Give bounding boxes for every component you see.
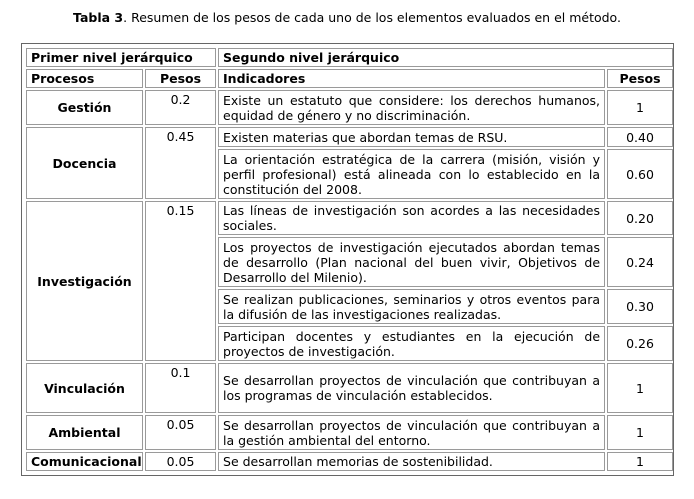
- indicator-weight: 0.40: [607, 127, 673, 147]
- indicator: Se desarrollan proyectos de vinculación que contribuyan a los programas de vinculación establecidos.: [218, 363, 605, 413]
- table-row: [26, 201, 673, 235]
- indicators-header: Indicadores: [218, 69, 605, 88]
- table-row: [26, 452, 673, 471]
- process-weight: 0.1: [145, 363, 216, 413]
- indicator-weight: 0.30: [607, 289, 673, 324]
- indicator-weight: 0.24: [607, 237, 673, 287]
- process-weight: 0.05: [145, 452, 216, 471]
- process-vinculacion: Vinculación: [26, 363, 143, 413]
- indicator-weight: 1: [607, 415, 673, 450]
- indicator-weight: 1: [607, 363, 673, 413]
- header-row-2: [26, 69, 673, 88]
- indicator: Se desarrollan proyectos de vinculación que contribuyan a la gestión ambiental del entorno.: [218, 415, 605, 450]
- caption-label: Tabla 3: [73, 10, 124, 25]
- indicator: Existen materias que abordan temas de RSU.: [218, 127, 605, 147]
- indicator: Existe un estatuto que considere: los derechos humanos, equidad de género y no discriminación.: [218, 90, 605, 125]
- indicator: La orientación estratégica de la carrera (misión, visión y perfil profesional) está alineada con lo establecido en la constitución del 2008.: [218, 149, 605, 199]
- indicator-weight: 0.26: [607, 326, 673, 361]
- process-gestion: Gestión: [26, 90, 143, 125]
- header-row-1: [26, 48, 673, 67]
- process-investigacion: Investigación: [26, 201, 143, 361]
- process-weight: 0.2: [145, 90, 216, 125]
- process-ambiental: Ambiental: [26, 415, 143, 450]
- weights-table: [24, 46, 675, 473]
- process-weight: 0.15: [145, 201, 216, 361]
- level1-header: Primer nivel jerárquico: [26, 48, 216, 67]
- indicator: Participan docentes y estudiantes en la ejecución de proyectos de investigación.: [218, 326, 605, 361]
- process-comunicacional: Comunicacional: [26, 452, 143, 471]
- process-docencia: Docencia: [26, 127, 143, 199]
- table-row: [26, 363, 673, 413]
- indicator-weight: 0.20: [607, 201, 673, 235]
- indicator-weight: 1: [607, 452, 673, 471]
- indicator-weight: 1: [607, 90, 673, 125]
- table-row: [26, 127, 673, 147]
- weights2-header: Pesos: [607, 69, 673, 88]
- table-row: [26, 415, 673, 450]
- weights1-header: Pesos: [145, 69, 216, 88]
- table-row: [26, 90, 673, 125]
- indicator: Se desarrollan memorias de sostenibilidad.: [218, 452, 605, 471]
- table-caption: [0, 10, 694, 25]
- indicator-weight: 0.60: [607, 149, 673, 199]
- table-frame: [21, 43, 674, 476]
- indicator: Se realizan publicaciones, seminarios y otros eventos para la difusión de las investigaciones realizadas.: [218, 289, 605, 324]
- process-weight: 0.45: [145, 127, 216, 199]
- caption-text: . Resumen de los pesos de cada uno de los elementos evaluados en el método.: [123, 10, 621, 25]
- process-weight: 0.05: [145, 415, 216, 450]
- indicator: Los proyectos de investigación ejecutados abordan temas de desarrollo (Plan nacional del buen vivir, Objetivos de Desarrollo del Milenio).: [218, 237, 605, 287]
- processes-header: Procesos: [26, 69, 143, 88]
- level2-header: Segundo nivel jerárquico: [218, 48, 673, 67]
- indicator: Las líneas de investigación son acordes a las necesidades sociales.: [218, 201, 605, 235]
